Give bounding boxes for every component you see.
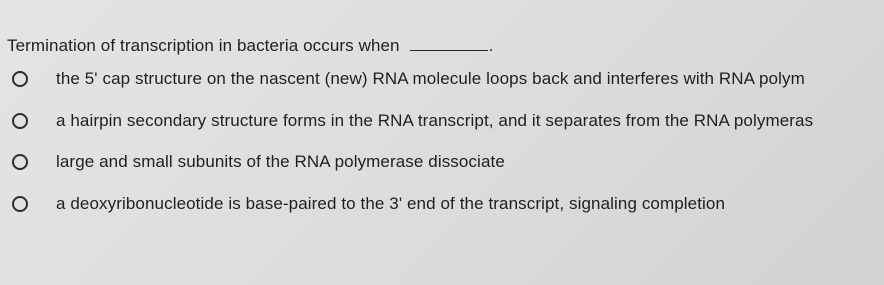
question-text: Termination of transcription in bacteria occurs when xyxy=(7,36,400,55)
option-label: a hairpin secondary structure forms in the RNA transcript, and it separates from the RNA polymeras xyxy=(56,111,814,130)
radio-button[interactable] xyxy=(12,71,28,87)
answer-option-2[interactable] xyxy=(12,110,813,132)
option-label: a deoxyribonucleotide is base-paired to the 3' end of the transcript, signaling completion xyxy=(56,194,726,213)
radio-button[interactable] xyxy=(12,113,28,129)
radio-button[interactable] xyxy=(12,196,28,212)
answer-option-4[interactable] xyxy=(12,193,725,215)
question-punctuation: . xyxy=(488,36,494,55)
answer-option-1[interactable] xyxy=(12,68,805,90)
answer-option-3[interactable] xyxy=(12,151,505,173)
option-label: large and small subunits of the RNA polymerase dissociate xyxy=(56,152,505,171)
radio-button[interactable] xyxy=(12,154,28,170)
option-label: the 5' cap structure on the nascent (new) RNA molecule loops back and interferes with RNA polym xyxy=(56,69,805,88)
